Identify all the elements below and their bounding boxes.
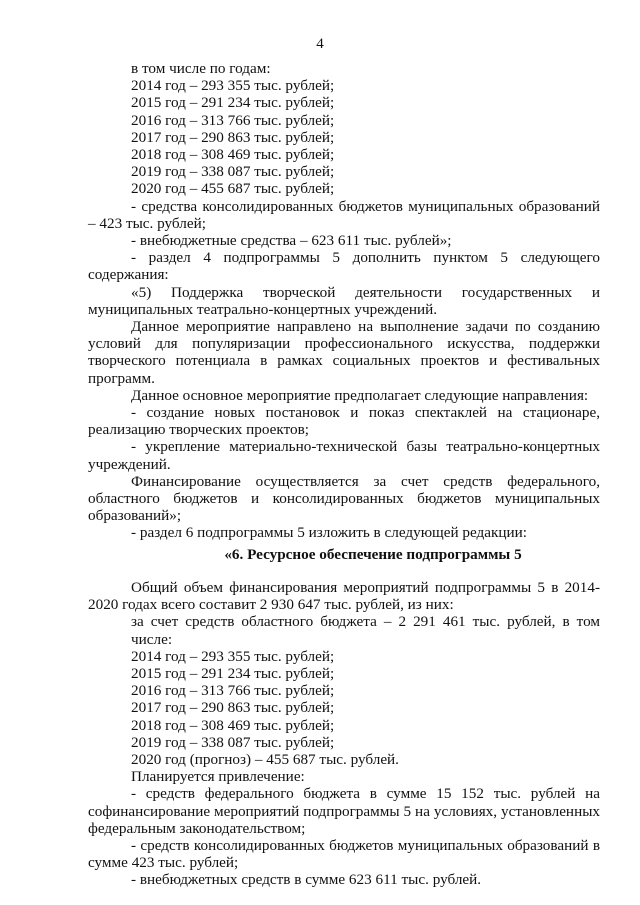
municipal-funds-paragraph: - средства консолидированных бюджетов муниципальных образований – 423 тыс. рублей; (88, 197, 600, 232)
page-number: 4 (316, 36, 324, 52)
year-line: 2017 год – 290 863 тыс. рублей; (131, 699, 335, 717)
year-line: 2018 год – 308 469 тыс. рублей; (131, 716, 335, 734)
year-line: 2016 год – 313 766 тыс. рублей; (131, 682, 335, 700)
section4-paragraph: - раздел 4 подпрограммы 5 дополнить пунктом 5 следующего содержания: (88, 249, 600, 284)
directions-paragraph: Данное основное мероприятие предполагает следующие направления: (131, 386, 589, 404)
section6-paragraph: - раздел 6 подпрограммы 5 изложить в следующей редакции: (131, 524, 527, 542)
total-financing-paragraph: Общий объем финансирования мероприятий подпрограммы 5 в 2014-2020 годах всего составит 2 930 647 тыс. рублей, из них: (88, 578, 600, 614)
section-heading: «6. Ресурсное обеспечение подпрограммы 5 (224, 545, 522, 563)
extrabudget-funds-paragraph: - внебюджетные средства – 623 611 тыс. рублей»; (131, 232, 452, 250)
federal-budget-paragraph: - средств федерального бюджета в сумме 15 152 тыс. рублей на софинансирование мероприятий подпрограммы 5 на условиях, установленных федеральным законодательством; (88, 785, 600, 837)
year-line: 2016 год – 313 766 тыс. рублей; (131, 111, 335, 129)
year-line: 2017 год – 290 863 тыс. рублей; (131, 128, 335, 146)
year-line: 2020 год (прогноз) – 455 687 тыс. рублей. (131, 750, 399, 768)
year-line: 2020 год – 455 687 тыс. рублей; (131, 180, 335, 198)
financing-paragraph: Финансирование осуществляется за счет средств федерального, областного бюджетов и консолидированных бюджетов муниципальных образований»; (88, 472, 600, 525)
year-line: 2019 год – 338 087 тыс. рублей; (131, 163, 335, 181)
document-body (88, 60, 600, 889)
year-line: 2014 год – 293 355 тыс. рублей; (131, 77, 335, 95)
aim-paragraph: Данное мероприятие направлено на выполнение задачи по созданию условий для популяризации профессионального искусства, поддержки творческого потенциала в рамках социальных проектов и фестивальных программ. (88, 318, 600, 387)
extrabudget-paragraph: - внебюджетных средств в сумме 623 611 тыс. рублей. (131, 871, 482, 889)
planned-intro: Планируется привлечение: (131, 768, 305, 786)
year-line: 2018 год – 308 469 тыс. рублей; (131, 146, 335, 164)
item5-paragraph: «5) Поддержка творческой деятельности государственных и муниципальных театрально-концертных учреждений. (88, 283, 600, 318)
regional-budget-paragraph: за счет средств областного бюджета – 2 291 461 тыс. рублей, в том числе: (131, 613, 600, 648)
municipal-budget-paragraph: - средств консолидированных бюджетов муниципальных образований в сумме 423 тыс. рублей; (88, 836, 600, 872)
year-line: 2014 год – 293 355 тыс. рублей; (131, 647, 335, 665)
year-line: 2015 год – 291 234 тыс. рублей; (131, 94, 335, 112)
year-line: 2019 год – 338 087 тыс. рублей; (131, 733, 335, 751)
direction-item: - создание новых постановок и показ спектаклей на стационаре, реализацию творческих проектов; (88, 404, 600, 439)
direction-item: - укрепление материально-технической базы театрально-концертных учреждений. (88, 438, 600, 473)
years-intro: в том числе по годам: (131, 60, 271, 77)
year-line: 2015 год – 291 234 тыс. рублей; (131, 664, 335, 682)
